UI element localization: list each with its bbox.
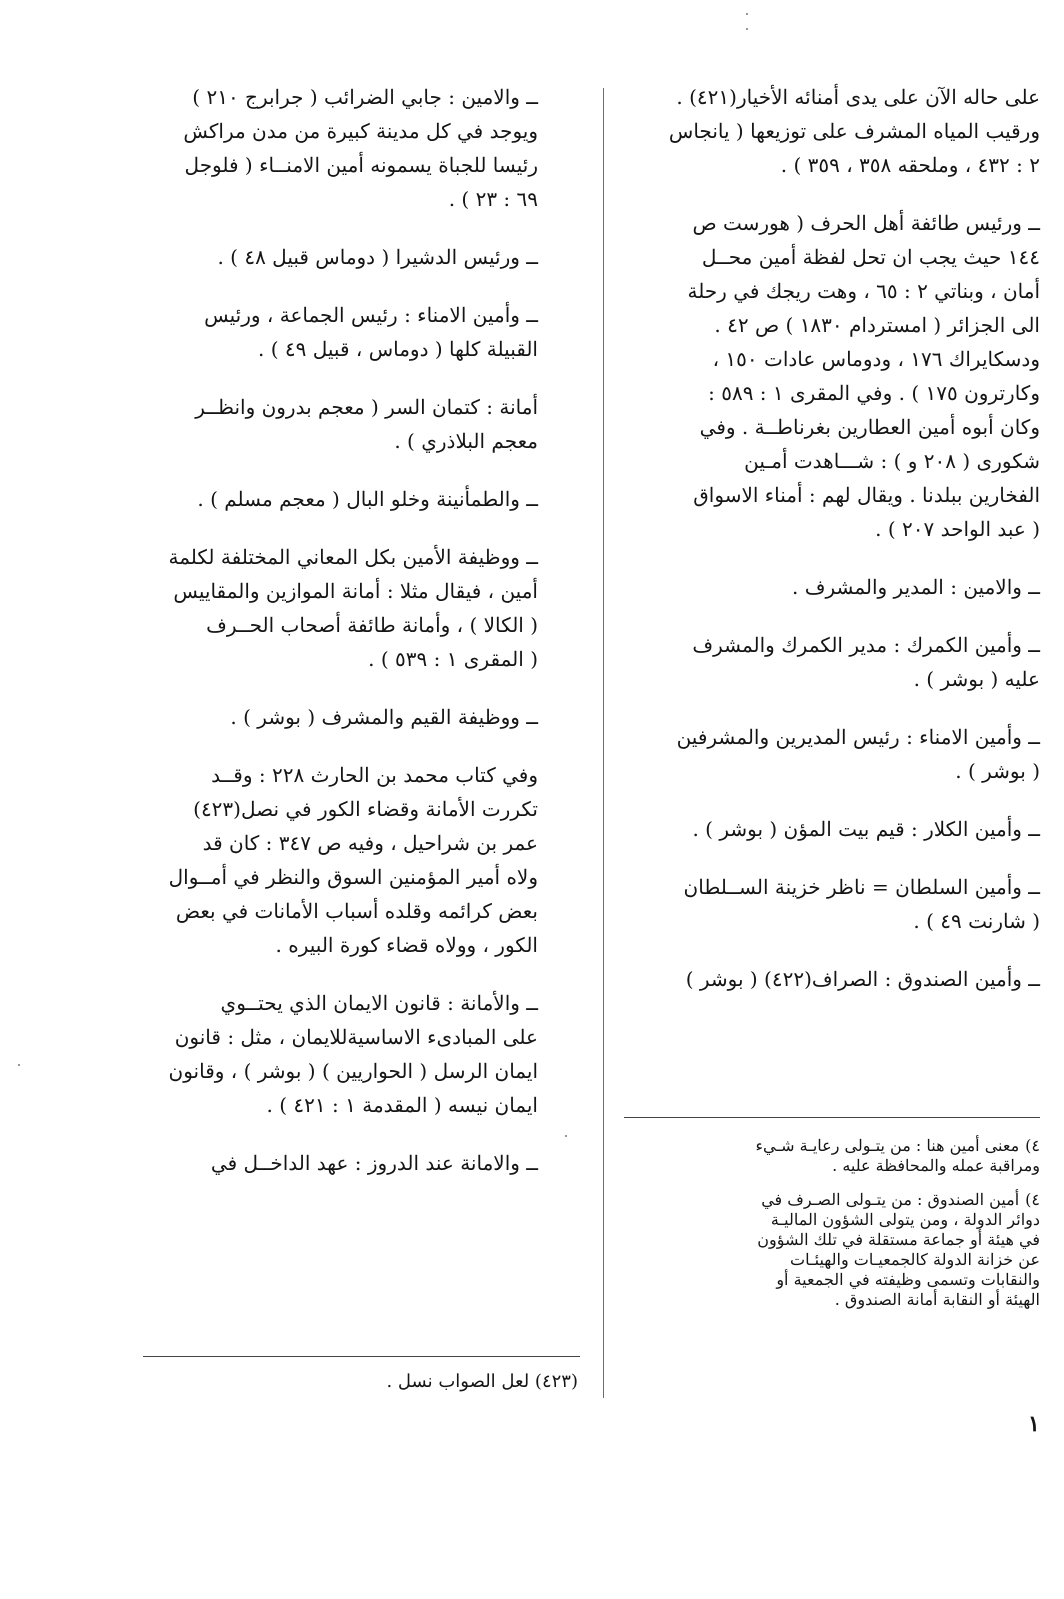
right-paragraph-8: ــ وأمين الصندوق : الصراف(٤٢٢) ( بوشر ) (685, 967, 1040, 991)
left-paragraph-9: ــ والأمانة : قانون الايمان الذي يحتــوي على المبادىء الاساسيةللايمان ، مثل : قانون ايمان الرسل ( الحواريين ) ( بوشر ) ، وقانون ايمان نيسه ( المقدمة ١ : ٤٢١ ) . (168, 991, 538, 1117)
left-paragraph-8: وفي كتاب محمد بن الحارث ٢٢٨ : وقــد تكررت الأمانة وقضاء الكور في نصل(٤٢٣) عمر بن شراحيل ، وفيه ص ٣٤٧ : كان قد ولاه أمير المؤمنين السوق والنظر في أمــوال بعض كرائمه وقلده أسباب الأمانات في بعض الكور ، وولاه قضاء كورة البيره . (168, 763, 538, 957)
left-footnote: (٤٢٣) لعل الصواب نسل . (386, 1371, 578, 1392)
left-text-column (138, 80, 538, 1204)
right-paragraph-6: ــ وأمين الكلار : قيم بيت المؤن ( بوشر ) . (692, 817, 1040, 841)
left-paragraph-6: ــ ووظيفة الأمين بكل المعاني المختلفة لكلمة أمين ، فيقال مثلا : أمانة الموازين والمقاييس ( الكالا ) ، وأمانة طائفة أصحاب الحــرف ( المقرى ١ : ٥٣٩ ) . (168, 545, 538, 671)
page-number: ١ (1028, 1411, 1040, 1437)
right-footnotes (620, 1136, 1040, 1324)
right-footnote-2-number: ٤) (1025, 1190, 1040, 1209)
right-paragraph-3: ــ والامين : المدير والمشرف . (792, 575, 1040, 599)
right-paragraph-4: ــ وأمين الكمرك : مدير الكمرك والمشرف عليه ( بوشر ) . (692, 633, 1040, 691)
right-paragraph-1: على حاله الآن على يدى أمنائه الأخيار(٤٢١) . ورقيب المياه المشرف على توزيعها ( يانجاس ٢ : ٤٣٢ ، وملحقه ٣٥٨ ، ٣٥٩ ) . (668, 85, 1040, 177)
left-footnote-rule (143, 1356, 580, 1357)
right-paragraph-5: ــ وأمين الامناء : رئيس المديرين والمشرفين ( بوشر ) . (676, 725, 1040, 783)
scan-mark-middle (565, 1135, 567, 1137)
left-paragraph-1: ــ والامين : جابي الضرائب ( جرابرج ٢١٠ ) ويوجد في كل مدينة كبيرة من مدن مراكش رئيسا للجباة يسمونه أمين الامنــاء ( فلوجل ٦٩ : ٢٣ ) . (183, 85, 538, 211)
scan-mark-top-small (746, 28, 748, 30)
right-footnote-rule (624, 1117, 1040, 1118)
left-paragraph-4: أمانة : كتمان السر ( معجم بدرون وانظــر معجم البلاذري ) . (195, 395, 538, 453)
right-text-column (620, 80, 1040, 1020)
right-footnote-2 (620, 1190, 1040, 1310)
left-paragraph-10: ــ والامانة عند الدروز : عهد الداخــل في (210, 1151, 538, 1175)
right-footnote-1-text: معنى أمين هنا : من يتـولى رعايـة شـيء ومراقبة عمله والمحافظة عليه . (755, 1136, 1040, 1175)
right-footnote-1 (620, 1136, 1040, 1176)
scan-mark-left (18, 1064, 20, 1066)
right-footnote-1-number: ٤) (1025, 1136, 1040, 1155)
right-paragraph-2: ــ ورئيس طائفة أهل الحرف ( هورست ص ١٤٤ حيث يجب ان تحل لفظة أمين محــل أمان ، وبناتي ٢ : ٦٥ ، وهت ريجك في رحلة الى الجزائر ( امستردام ١٨٣٠ ) ص ٤٢ . ودسكايراك ١٧٦ ، ودوماس عادات ١٥٠ ، وكارترون ١٧٥ ) . وفي المقرى ١ : ٥٨٩ : وكان أبوه أمين العطارين بغرناطــة . وفي شكورى ( ٢٠٨ و ) : شـــاهدت أمـين الفخارين ببلدنا . ويقال لهم : أمناء الاسواق ( عبد الواحد ٢٠٧ ) . (687, 211, 1040, 541)
left-paragraph-5: ــ والطمأنينة وخلو البال ( معجم مسلم ) . (197, 487, 538, 511)
left-paragraph-7: ــ ووظيفة القيم والمشرف ( بوشر ) . (230, 705, 538, 729)
column-divider (603, 88, 604, 1398)
right-paragraph-7: ــ وأمين السلطان = ناظر خزينة الســلطان ( شارنت ٤٩ ) . (683, 875, 1040, 933)
left-paragraph-3: ــ وأمين الامناء : رئيس الجماعة ، ورئيس القبيلة كلها ( دوماس ، قبيل ٤٩ ) . (204, 303, 538, 361)
left-paragraph-2: ــ ورئيس الدشيرا ( دوماس قبيل ٤٨ ) . (217, 245, 538, 269)
scan-mark-top (746, 13, 748, 15)
right-footnote-2-text: أمين الصندوق : من يتـولى الصـرف في دوائر الدولة ، ومن يتولى الشؤون الماليـة في هيئة أو جماعة مستقلة في تلك الشؤون عن خزانة الدولة كالجمعيـات والهيئـات والنقابات وتسمى وظيفته في الجمعية أو الهيئة أو النقابة أمانة الصندوق . (757, 1190, 1040, 1309)
